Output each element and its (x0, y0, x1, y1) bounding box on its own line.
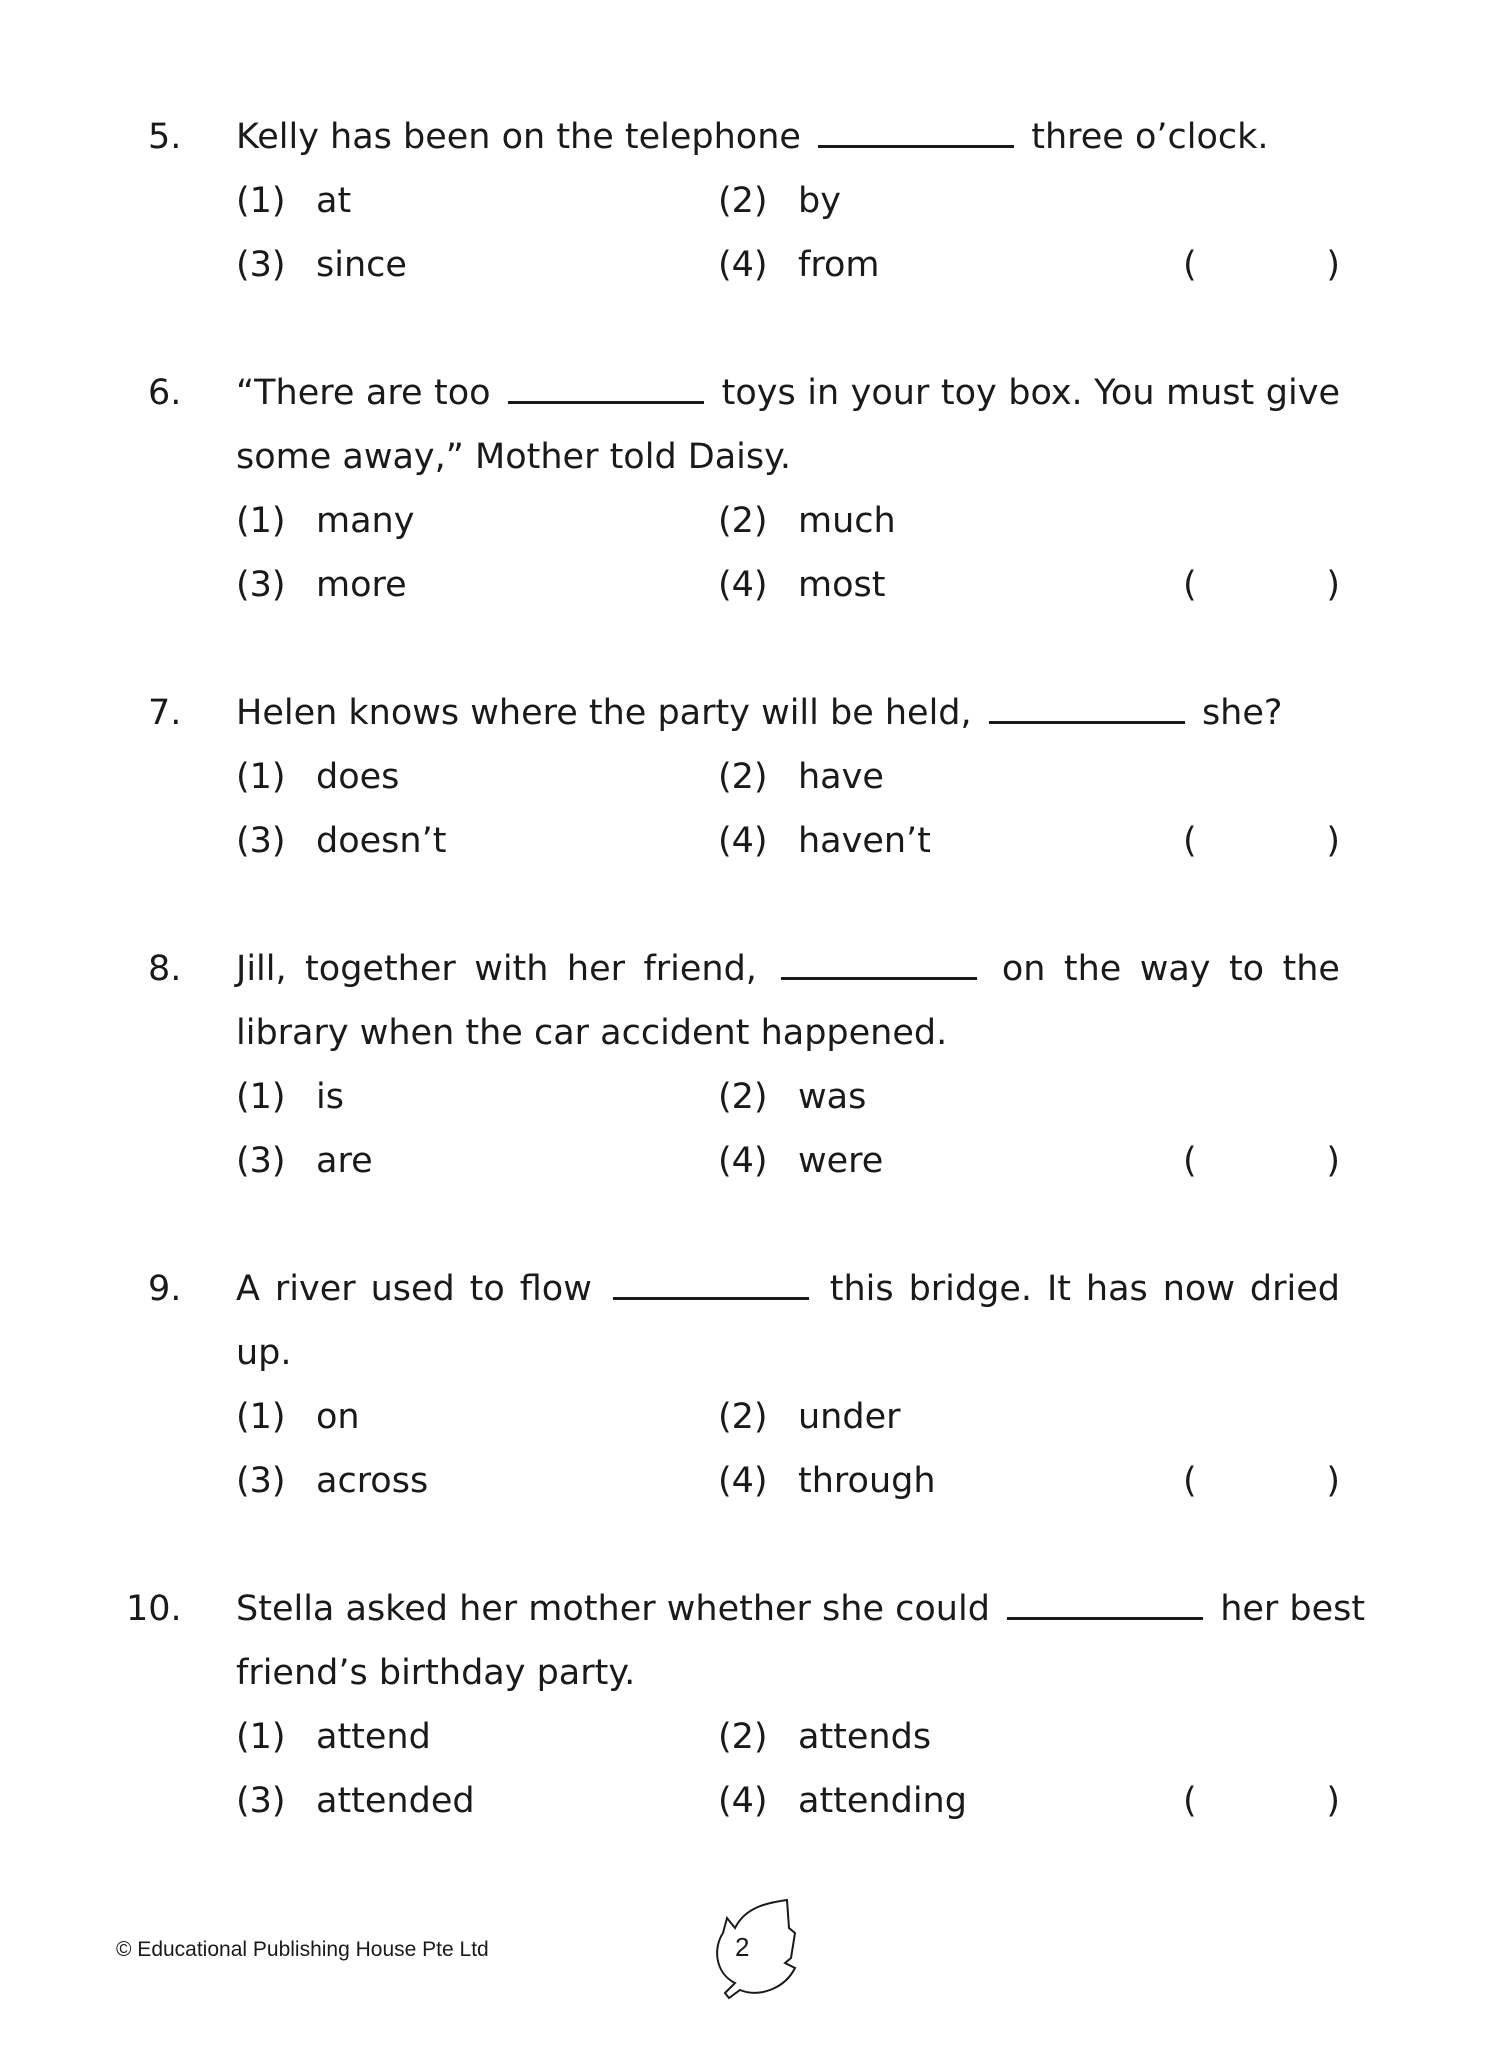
option-1[interactable] (236, 745, 399, 809)
option-text: through (798, 1461, 936, 1501)
stem-before-blank: Helen knows where the party will be held, (236, 693, 972, 733)
bracket-open: ( (1183, 1461, 1197, 1501)
option-text: at (316, 181, 352, 221)
option-2[interactable] (718, 1065, 866, 1129)
question-stem (236, 361, 1340, 425)
option-text: attend (316, 1717, 431, 1757)
stem-after-blank: her best (1220, 1589, 1366, 1629)
option-number: (1) (236, 1717, 286, 1757)
option-number: (2) (718, 1717, 768, 1757)
option-2[interactable] (718, 1385, 901, 1449)
option-4[interactable] (718, 233, 879, 297)
option-1[interactable] (236, 1385, 360, 1449)
option-3[interactable] (236, 809, 446, 873)
answer-blank (781, 937, 977, 980)
stem-before-blank: Kelly has been on the telephone (236, 117, 801, 157)
page-number: 2 (735, 1932, 750, 1962)
option-number: (2) (718, 501, 768, 541)
option-text: attends (798, 1717, 932, 1757)
stem-before-blank: “There are too (236, 373, 491, 413)
stem-before-blank: Jill, together with her friend, (236, 949, 757, 989)
bracket-close: ) (1326, 245, 1340, 285)
option-text: from (798, 245, 880, 285)
bracket-close: ) (1326, 1781, 1340, 1821)
bracket-open: ( (1183, 1781, 1197, 1821)
answer-bracket[interactable] (1183, 233, 1340, 297)
option-4[interactable] (718, 1449, 936, 1513)
question-number: 6. (148, 373, 182, 413)
option-number: (1) (236, 757, 286, 797)
option-1[interactable] (236, 1705, 431, 1769)
question-stem-continued: friend’s birthday party. (236, 1653, 636, 1693)
option-text: across (316, 1461, 429, 1501)
option-text: much (798, 501, 896, 541)
option-text: many (316, 501, 415, 541)
question-number: 8. (148, 949, 182, 989)
bracket-open: ( (1183, 565, 1197, 605)
stem-before-blank: Stella asked her mother whether she could (236, 1589, 990, 1629)
question-stem (236, 105, 1340, 169)
bracket-close: ) (1326, 565, 1340, 605)
question-number: 7. (148, 693, 182, 733)
option-1[interactable] (236, 169, 351, 233)
stem-after-blank: toys in your toy box. You must give (721, 373, 1340, 413)
option-number: (3) (236, 1141, 286, 1181)
option-number: (3) (236, 245, 286, 285)
question-stem-continued: up. (236, 1333, 292, 1373)
option-1[interactable] (236, 489, 414, 553)
answer-bracket[interactable] (1183, 1129, 1340, 1193)
option-text: attending (798, 1781, 967, 1821)
option-number: (2) (718, 1397, 768, 1437)
answer-bracket[interactable] (1183, 553, 1340, 617)
stem-after-blank: this bridge. It has now dried (829, 1269, 1340, 1309)
answer-blank (1007, 1577, 1203, 1620)
question-number: 10. (126, 1589, 182, 1629)
option-text: most (798, 565, 886, 605)
option-2[interactable] (718, 1705, 931, 1769)
answer-blank (508, 361, 704, 404)
option-4[interactable] (718, 553, 885, 617)
leaf-icon (695, 1898, 805, 2003)
question-stem (236, 1577, 1366, 1641)
answer-blank (989, 681, 1185, 724)
option-number: (3) (236, 565, 286, 605)
option-text: is (316, 1077, 344, 1117)
option-2[interactable] (718, 169, 841, 233)
answer-blank (818, 105, 1014, 148)
option-4[interactable] (718, 809, 931, 873)
option-3[interactable] (236, 1769, 475, 1833)
stem-after-blank: three o’clock. (1031, 117, 1269, 157)
option-text: were (798, 1141, 884, 1181)
option-3[interactable] (236, 233, 407, 297)
option-number: (3) (236, 1461, 286, 1501)
option-3[interactable] (236, 553, 407, 617)
answer-blank (613, 1257, 809, 1300)
option-number: (4) (718, 1781, 768, 1821)
option-number: (1) (236, 1397, 286, 1437)
question-stem (236, 681, 1340, 745)
stem-before-blank: A river used to flow (236, 1269, 592, 1309)
copyright-notice: © Educational Publishing House Pte Ltd (116, 1938, 489, 1961)
stem-after-blank: on the way to the (1001, 949, 1340, 989)
option-text: are (316, 1141, 373, 1181)
option-3[interactable] (236, 1449, 428, 1513)
question-number: 5. (148, 117, 182, 157)
option-text: haven’t (798, 821, 931, 861)
option-text: under (798, 1397, 901, 1437)
option-number: (4) (718, 821, 768, 861)
option-4[interactable] (718, 1129, 883, 1193)
option-text: attended (316, 1781, 475, 1821)
option-text: was (798, 1077, 867, 1117)
bracket-close: ) (1326, 1461, 1340, 1501)
option-text: by (798, 181, 841, 221)
option-number: (4) (718, 565, 768, 605)
option-number: (1) (236, 1077, 286, 1117)
option-4[interactable] (718, 1769, 967, 1833)
option-number: (4) (718, 1141, 768, 1181)
option-number: (2) (718, 757, 768, 797)
bracket-open: ( (1183, 245, 1197, 285)
question-number: 9. (148, 1269, 182, 1309)
option-1[interactable] (236, 1065, 344, 1129)
option-2[interactable] (718, 489, 896, 553)
option-2[interactable] (718, 745, 884, 809)
answer-bracket[interactable] (1183, 1449, 1340, 1513)
option-3[interactable] (236, 1129, 373, 1193)
option-text: since (316, 245, 407, 285)
option-number: (4) (718, 1461, 768, 1501)
option-number: (1) (236, 501, 286, 541)
option-text: have (798, 757, 884, 797)
stem-after-blank: she? (1201, 693, 1283, 733)
option-text: does (316, 757, 400, 797)
answer-bracket[interactable] (1183, 809, 1340, 873)
bracket-close: ) (1326, 1141, 1340, 1181)
bracket-close: ) (1326, 821, 1340, 861)
option-number: (3) (236, 821, 286, 861)
answer-bracket[interactable] (1183, 1769, 1340, 1833)
option-number: (2) (718, 1077, 768, 1117)
option-number: (4) (718, 245, 768, 285)
bracket-open: ( (1183, 821, 1197, 861)
option-number: (1) (236, 181, 286, 221)
question-stem (236, 1257, 1340, 1321)
option-number: (2) (718, 181, 768, 221)
bracket-open: ( (1183, 1141, 1197, 1181)
question-stem (236, 937, 1340, 1001)
option-text: doesn’t (316, 821, 447, 861)
option-text: on (316, 1397, 360, 1437)
question-stem-continued: some away,” Mother told Daisy. (236, 437, 791, 477)
question-stem-continued: library when the car accident happened. (236, 1013, 948, 1053)
option-text: more (316, 565, 407, 605)
option-number: (3) (236, 1781, 286, 1821)
